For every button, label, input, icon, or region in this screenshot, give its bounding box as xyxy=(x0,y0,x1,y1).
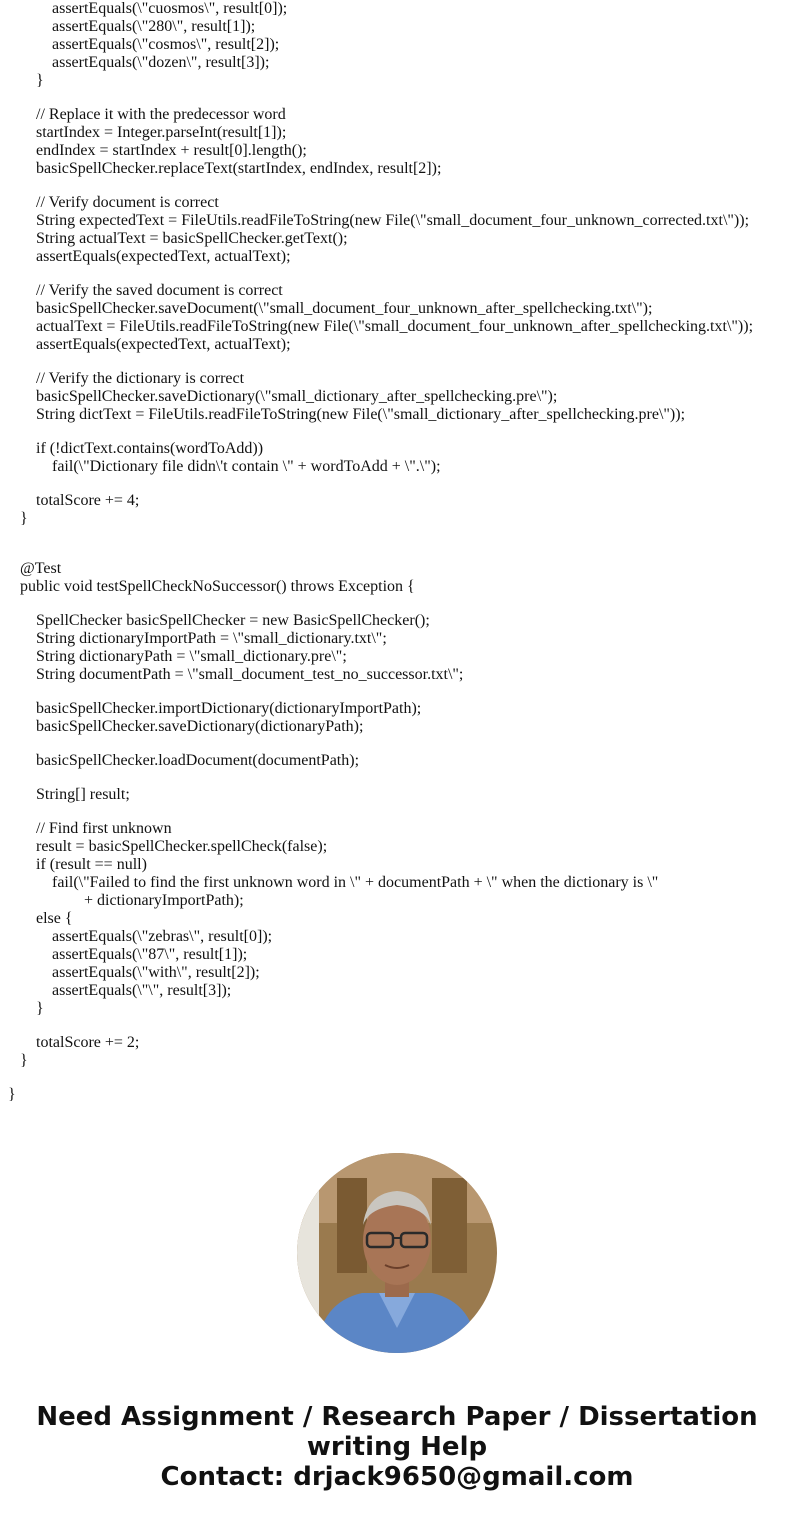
code-line: assertEquals(\"280\", result[1]); xyxy=(52,18,256,35)
code-line: fail(\"Dictionary file didn\'t contain \" + wordToAdd + \".\"); xyxy=(52,458,441,475)
code-line: assertEquals(\"87\", result[1]); xyxy=(52,946,248,963)
blank-line xyxy=(0,544,794,560)
code-line: assertEquals(expectedText, actualText); xyxy=(36,248,291,265)
blank-line xyxy=(0,804,794,820)
blank-line xyxy=(0,684,794,700)
blank-line xyxy=(0,770,794,786)
blank-line xyxy=(0,596,794,612)
code-line: String expectedText = FileUtils.readFileToString(new File(\"small_document_four_unknown_corrected.txt\")); xyxy=(36,212,750,229)
code-line: basicSpellChecker.loadDocument(documentPath); xyxy=(36,752,360,769)
blank-line xyxy=(0,476,794,492)
blank-line xyxy=(0,424,794,440)
portrait-image xyxy=(297,1153,497,1353)
blank-line xyxy=(0,178,794,194)
code-line: assertEquals(\"cosmos\", result[2]); xyxy=(52,36,280,53)
code-line: actualText = FileUtils.readFileToString(new File(\"small_document_four_unknown_after_spellchecking.txt\")); xyxy=(36,318,754,335)
code-line: // Find first unknown xyxy=(36,820,172,837)
code-line: assertEquals(\"with\", result[2]); xyxy=(52,964,260,981)
code-line: + dictionaryImportPath); xyxy=(84,892,244,909)
blank-line xyxy=(0,354,794,370)
code-line: // Verify the saved document is correct xyxy=(36,282,283,299)
code-line: } xyxy=(36,72,44,89)
code-line: SpellChecker basicSpellChecker = new BasicSpellChecker(); xyxy=(36,612,430,629)
code-line: assertEquals(expectedText, actualText); xyxy=(36,336,291,353)
code-line: } xyxy=(20,1052,28,1069)
code-line: String dictText = FileUtils.readFileToString(new File(\"small_dictionary_after_spellchecking.pre\")); xyxy=(36,406,686,423)
code-line: if (!dictText.contains(wordToAdd)) xyxy=(36,440,264,457)
code-line: basicSpellChecker.importDictionary(dictionaryImportPath); xyxy=(36,700,422,717)
code-line: assertEquals(\"cuosmos\", result[0]); xyxy=(52,0,288,17)
code-line: // Verify the dictionary is correct xyxy=(36,370,245,387)
blank-line xyxy=(0,90,794,106)
code-line: // Verify document is correct xyxy=(36,194,219,211)
code-line: totalScore += 2; xyxy=(36,1034,140,1051)
code-line: // Replace it with the predecessor word xyxy=(36,106,286,123)
code-line: else { xyxy=(36,910,73,927)
code-line: startIndex = Integer.parseInt(result[1]); xyxy=(36,124,287,141)
blank-line xyxy=(0,528,794,544)
code-line: basicSpellChecker.saveDocument(\"small_document_four_unknown_after_spellchecking.txt\"); xyxy=(36,300,653,317)
code-line: basicSpellChecker.replaceText(startIndex, endIndex, result[2]); xyxy=(36,160,442,177)
banner-contact-line: Contact: drjack9650@gmail.com xyxy=(160,1462,634,1492)
code-line: totalScore += 4; xyxy=(36,492,140,509)
code-line: } xyxy=(36,1000,44,1017)
code-line: fail(\"Failed to find the first unknown word in \" + documentPath + \" when the dictionary is \" xyxy=(52,874,659,891)
avatar xyxy=(297,1153,497,1353)
code-line: if (result == null) xyxy=(36,856,147,873)
code-line: } xyxy=(8,1086,16,1103)
blank-line xyxy=(0,1070,794,1086)
code-line: String documentPath = \"small_document_test_no_successor.txt\"; xyxy=(36,666,464,683)
banner-line-2: writing Help xyxy=(306,1432,488,1462)
contact-banner xyxy=(0,1402,794,1492)
banner-line-1: Need Assignment / Research Paper / Dissertation xyxy=(36,1402,758,1432)
code-line: String dictionaryPath = \"small_dictionary.pre\"; xyxy=(36,648,347,665)
code-line: result = basicSpellChecker.spellCheck(false); xyxy=(36,838,328,855)
blank-line xyxy=(0,266,794,282)
code-line: endIndex = startIndex + result[0].length(); xyxy=(36,142,307,159)
code-line: @Test xyxy=(20,560,62,577)
code-line: assertEquals(\"zebras\", result[0]); xyxy=(52,928,273,945)
code-line: basicSpellChecker.saveDictionary(\"small_dictionary_after_spellchecking.pre\"); xyxy=(36,388,558,405)
code-line: basicSpellChecker.saveDictionary(dictionaryPath); xyxy=(36,718,364,735)
code-line: String[] result; xyxy=(36,786,130,803)
code-line: } xyxy=(20,510,28,527)
code-line: public void testSpellCheckNoSuccessor() throws Exception { xyxy=(20,578,415,595)
code-line: assertEquals(\"dozen\", result[3]); xyxy=(52,54,270,71)
code-line: assertEquals(\"\", result[3]); xyxy=(52,982,232,999)
code-line: String actualText = basicSpellChecker.getText(); xyxy=(36,230,348,247)
code-line: String dictionaryImportPath = \"small_dictionary.txt\"; xyxy=(36,630,387,647)
blank-line xyxy=(0,736,794,752)
blank-line xyxy=(0,1018,794,1034)
